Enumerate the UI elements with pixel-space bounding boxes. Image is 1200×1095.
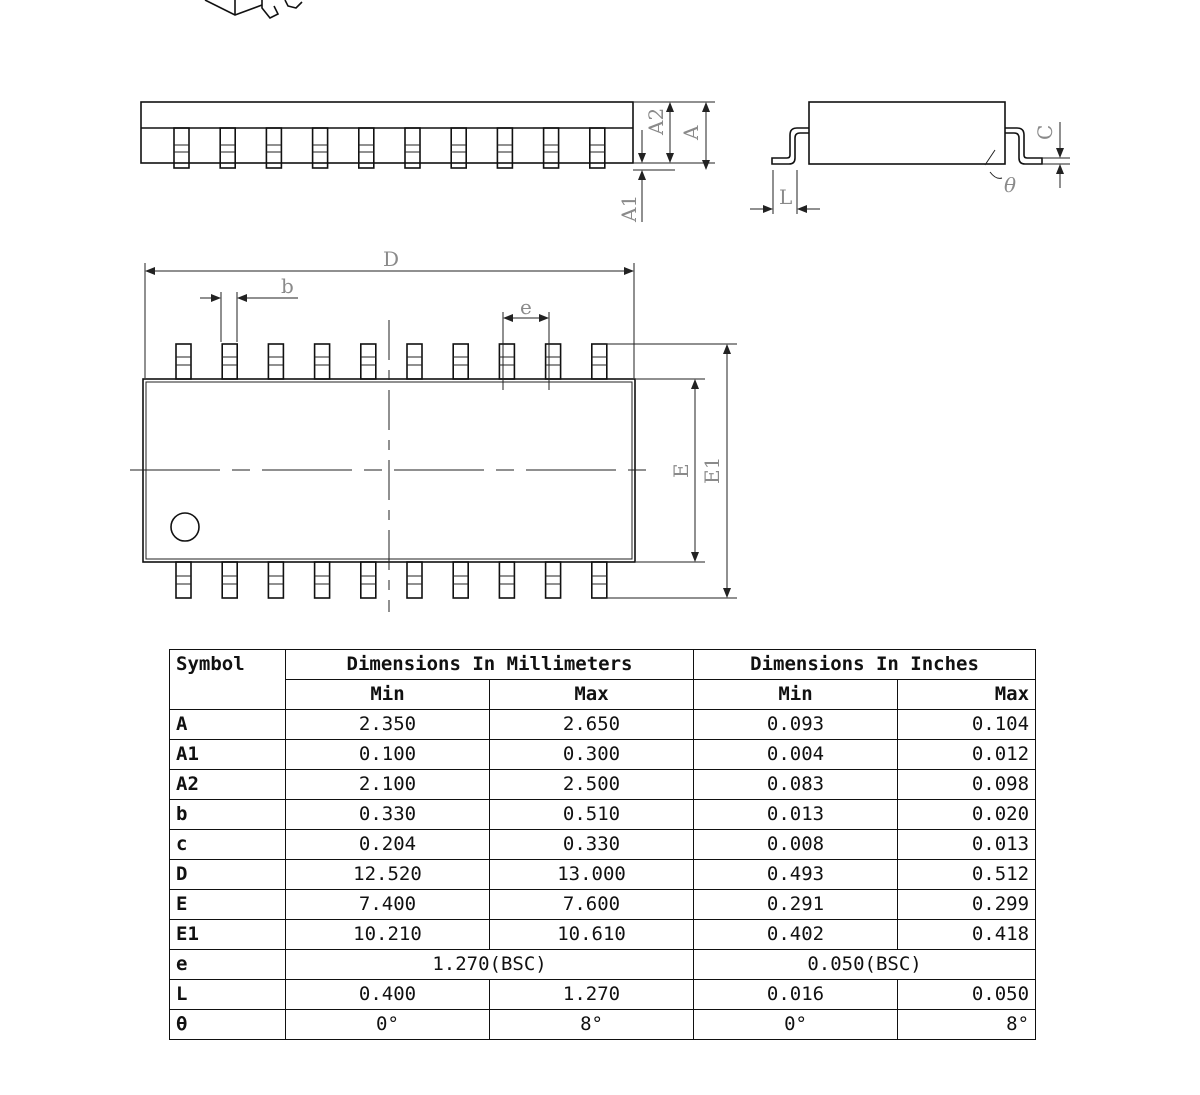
- row-symbol: E1: [170, 920, 286, 950]
- lead: [546, 562, 561, 598]
- label-b: b: [281, 274, 294, 298]
- lead: [592, 562, 607, 598]
- table-row: [170, 830, 1036, 860]
- row-symbol: θ: [170, 1010, 286, 1040]
- label-C: C: [1033, 124, 1057, 140]
- header-mm: Dimensions In Millimeters: [286, 650, 694, 680]
- lead: [590, 128, 605, 168]
- row-symbol: A2: [170, 770, 286, 800]
- row-mm-min: 0.330: [286, 800, 490, 830]
- row-mm-max: 0.510: [490, 800, 694, 830]
- lead: [453, 562, 468, 598]
- row-in-min: 0.013: [694, 800, 898, 830]
- row-mm-min: 0°: [286, 1010, 490, 1040]
- header-mm-max: Max: [490, 680, 694, 710]
- lead: [407, 562, 422, 598]
- lead: [313, 128, 328, 168]
- row-mm-min: 2.350: [286, 710, 490, 740]
- table-row: [170, 980, 1036, 1010]
- header-mm-min: Min: [286, 680, 490, 710]
- table-row: [170, 860, 1036, 890]
- lead: [407, 344, 422, 379]
- lead: [359, 128, 374, 168]
- table-row: [170, 770, 1036, 800]
- lead: [315, 562, 330, 598]
- row-in-min: 0.004: [694, 740, 898, 770]
- row-mm-min: 2.100: [286, 770, 490, 800]
- row-in-bsc: 0.050(BSC): [694, 950, 1036, 980]
- top-view: [130, 263, 737, 612]
- table-row: [170, 740, 1036, 770]
- row-mm-bsc: 1.270(BSC): [286, 950, 694, 980]
- row-mm-min: 0.100: [286, 740, 490, 770]
- table-row: [170, 950, 1036, 980]
- lead: [222, 344, 237, 379]
- lead: [315, 344, 330, 379]
- row-in-min: 0.016: [694, 980, 898, 1010]
- package-3d-fragment: [205, 0, 302, 18]
- dimensions-table: [169, 649, 1036, 1040]
- row-mm-max: 0.300: [490, 740, 694, 770]
- row-mm-max: 10.610: [490, 920, 694, 950]
- header-inches: Dimensions In Inches: [694, 650, 1036, 680]
- table-row: [170, 1010, 1036, 1040]
- row-symbol: e: [170, 950, 286, 980]
- table-row: [170, 710, 1036, 740]
- header-in-min: Min: [694, 680, 898, 710]
- row-symbol: c: [170, 830, 286, 860]
- lead: [222, 562, 237, 598]
- table-row: [170, 920, 1036, 950]
- row-in-max: 0.098: [898, 770, 1036, 800]
- row-mm-min: 0.400: [286, 980, 490, 1010]
- label-e: e: [520, 295, 532, 319]
- row-in-max: 0.020: [898, 800, 1036, 830]
- row-symbol: b: [170, 800, 286, 830]
- header-symbol: Symbol: [170, 650, 286, 710]
- lead: [361, 562, 376, 598]
- row-mm-max: 7.600: [490, 890, 694, 920]
- lead: [266, 128, 281, 168]
- row-in-min: 0.083: [694, 770, 898, 800]
- row-in-min: 0.402: [694, 920, 898, 950]
- lead: [361, 344, 376, 379]
- row-symbol: L: [170, 980, 286, 1010]
- row-in-max: 8°: [898, 1010, 1036, 1040]
- row-mm-min: 12.520: [286, 860, 490, 890]
- row-in-min: 0.093: [694, 710, 898, 740]
- label-E: E: [669, 463, 693, 478]
- row-mm-min: 10.210: [286, 920, 490, 950]
- row-symbol: A1: [170, 740, 286, 770]
- row-in-min: 0.291: [694, 890, 898, 920]
- lead: [499, 562, 514, 598]
- row-symbol: E: [170, 890, 286, 920]
- label-E1: E1: [700, 456, 724, 484]
- table-row: [170, 800, 1036, 830]
- lead: [544, 128, 559, 168]
- row-mm-min: 0.204: [286, 830, 490, 860]
- header-in-max: Max: [898, 680, 1036, 710]
- label-A1: A1: [617, 194, 641, 222]
- row-in-max: 0.104: [898, 710, 1036, 740]
- row-in-min: 0.493: [694, 860, 898, 890]
- lead: [499, 344, 514, 379]
- row-in-min: 0.008: [694, 830, 898, 860]
- table-row: [170, 890, 1036, 920]
- row-in-max: 0.299: [898, 890, 1036, 920]
- row-in-max: 0.418: [898, 920, 1036, 950]
- lead: [453, 344, 468, 379]
- row-symbol: D: [170, 860, 286, 890]
- lead: [405, 128, 420, 168]
- lead: [546, 344, 561, 379]
- label-D: D: [383, 247, 400, 271]
- lead: [220, 128, 235, 168]
- label-A2: A2: [644, 107, 668, 135]
- row-mm-max: 13.000: [490, 860, 694, 890]
- lead: [497, 128, 512, 168]
- row-mm-max: 8°: [490, 1010, 694, 1040]
- row-in-min: 0°: [694, 1010, 898, 1040]
- lead: [451, 128, 466, 168]
- side-view-end: [750, 102, 1070, 214]
- lead: [268, 344, 283, 379]
- row-mm-max: 2.650: [490, 710, 694, 740]
- row-in-max: 0.050: [898, 980, 1036, 1010]
- lead: [592, 344, 607, 379]
- row-in-max: 0.013: [898, 830, 1036, 860]
- label-theta: θ: [1004, 173, 1017, 197]
- row-mm-max: 2.500: [490, 770, 694, 800]
- row-mm-min: 7.400: [286, 890, 490, 920]
- row-symbol: A: [170, 710, 286, 740]
- row-mm-max: 1.270: [490, 980, 694, 1010]
- lead: [176, 344, 191, 379]
- lead: [268, 562, 283, 598]
- label-L: L: [779, 185, 793, 209]
- lead: [176, 562, 191, 598]
- row-in-max: 0.012: [898, 740, 1036, 770]
- lead: [174, 128, 189, 168]
- table-subheader-row: [170, 680, 1036, 710]
- row-mm-max: 0.330: [490, 830, 694, 860]
- row-in-max: 0.512: [898, 860, 1036, 890]
- table-header-row: [170, 650, 1036, 680]
- label-A: A: [679, 125, 703, 140]
